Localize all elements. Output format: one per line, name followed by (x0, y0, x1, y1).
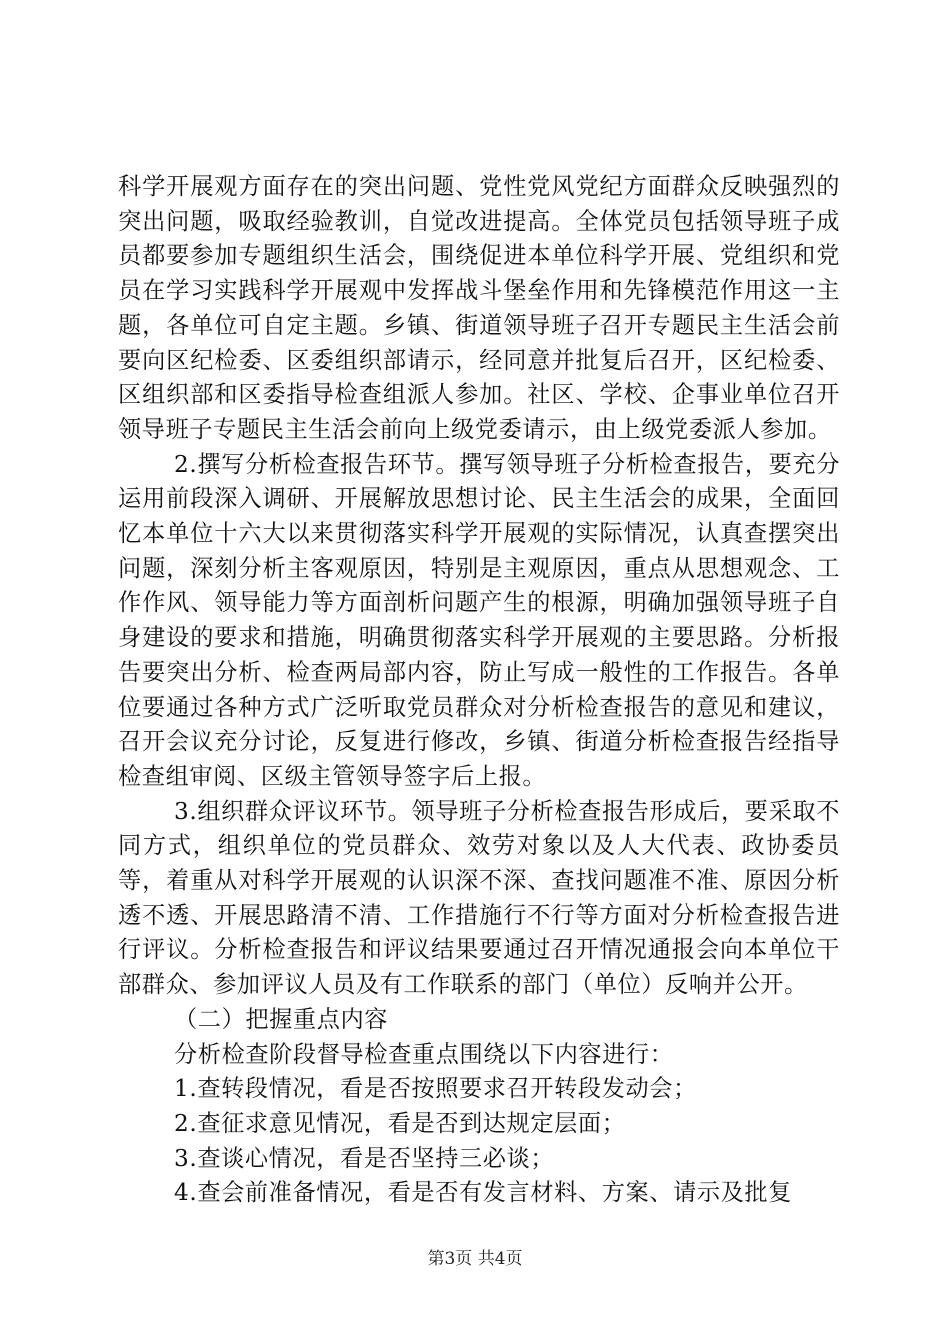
list-item: 1.查转段情况，看是否按照要求召开转段发动会； (174, 1075, 697, 1103)
list-item: 2.查征求意见情况，看是否到达规定层面； (174, 1109, 626, 1137)
list-item: 3.查谈心情况，看是否坚持三必谈； (174, 1144, 555, 1172)
page-number-footer: 第3页 共4页 (427, 1249, 523, 1269)
list-item: 4.查会前准备情况，看是否有发言材料、方案、请示及批复 (174, 1179, 793, 1207)
section-heading: （二）把握重点内容 (174, 1005, 389, 1033)
paragraph-public-review: 3.组织群众评议环节。领导班子分析检查报告形成后，要采取不同方式，组织单位的党员群众、效劳对象以及人大代表、政协委员等，着重从对科学开展观的认识深不深、查找问题准不准、原因分析透不透、开展思路清不清、工作措施行不行等方面对分析检查报告进行评议。分析检查报告和评议结果要通过召开情况通报会向本单位干部群众、参加评议人员及有工作联系的部门（单位）反响并公开。 (118, 797, 840, 999)
paragraph-continuation: 科学开展观方面存在的突出问题、党性党风党纪方面群众反映强烈的突出问题，吸取经验教训，自觉改进提高。全体党员包括领导班子成员都要参加专题组织生活会，围绕促进本单位科学开展、党组织和党员在学习实践科学开展观中发挥战斗堡垒作用和先锋模范作用这一主题，各单位可自定主题。乡镇、街道领导班子召开专题民主生活会前要向区纪检委、区委组织部请示，经同意并批复后召开，区纪检委、区组织部和区委指导检查组派人参加。社区、学校、企事业单位召开领导班子专题民主生活会前向上级党委请示，由上级党委派人参加。 (118, 173, 840, 443)
paragraph-analysis-report: 2.撰写分析检查报告环节。撰写领导班子分析检查报告，要充分运用前段深入调研、开展解放思想讨论、民主生活会的成果，全面回忆本单位十六大以来贯彻落实科学开展观的实际情况，认真查摆突出问题，深刻分析主客观原因，特别是主观原因，重点从思想观念、工作作风、领导能力等方面剖析问题产生的根源，明确加强领导班子自身建设的要求和措施，明确贯彻落实科学开展观的主要思路。分析报告要突出分析、检查两局部内容，防止写成一般性的工作报告。各单位要通过各种方式广泛听取党员群众对分析检查报告的意见和建议，召开会议充分讨论，反复进行修改，乡镇、街道分析检查报告经指导检查组审阅、区级主管领导签字后上报。 (118, 450, 840, 790)
intro-line: 分析检查阶段督导检查重点围绕以下内容进行： (174, 1040, 674, 1068)
document-body (118, 170, 840, 1211)
